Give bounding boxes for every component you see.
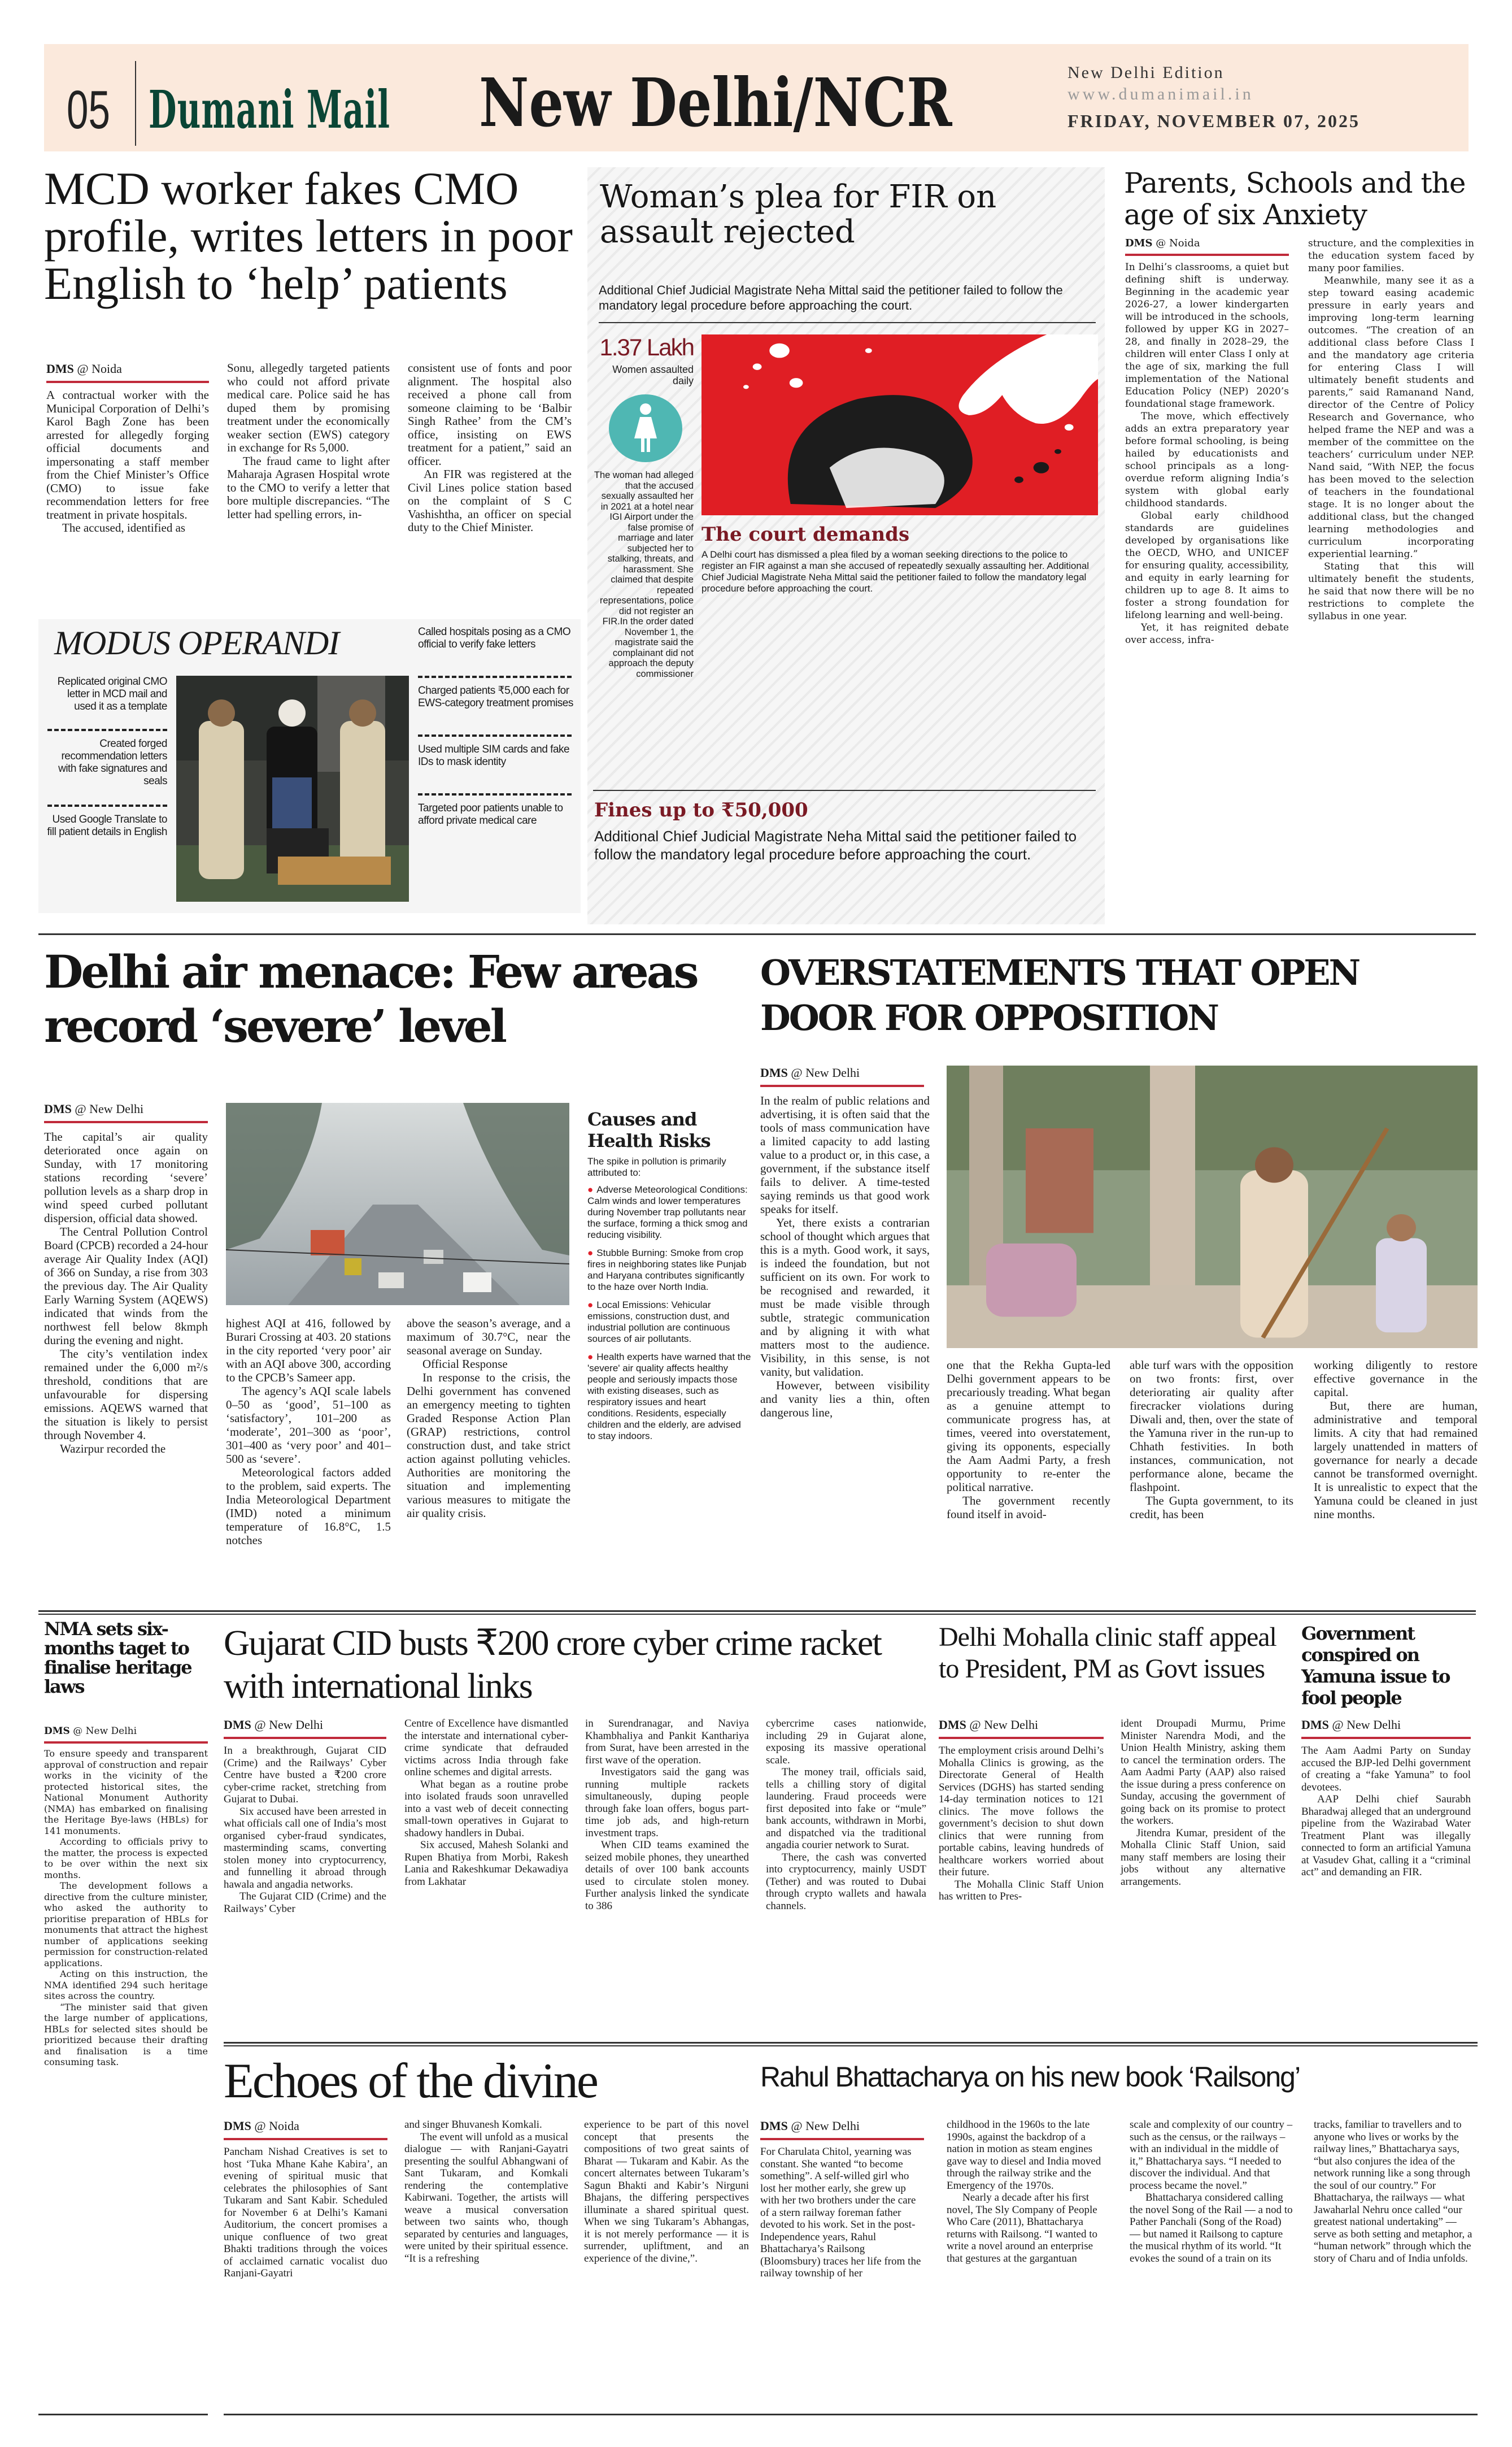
paragraph: The fraud came to light after Maharaja Agrasen Hospital wrote to the CMO to verify a letter that bore multiple discrepancies. “The letter had spelling errors, in- xyxy=(227,454,390,521)
court-demands-title: The court demands xyxy=(701,523,910,546)
headline: Delhi air menace: Few areas record ‘severe’ level xyxy=(44,945,697,1053)
divider xyxy=(418,734,572,737)
paragraph: In a breakthrough, Gujarat CID (Crime) and the Railways’ Cyber Centre have busted a ₹200 crore cyber-crime racket, stretching from Gujarat to Dubai. xyxy=(224,1745,386,1805)
modus-item: Called hospitals posing as a CMO official to verify fake letters xyxy=(418,626,571,650)
paragraph: What began as a routine probe into isolated frauds soon unravelled into a vast web of deceit connecting small-town operatives in Gujarat to shadowy handlers in Dubai. xyxy=(404,1778,568,1839)
article-column xyxy=(224,2146,387,2280)
headline: MCD worker fakes CMO profile, writes letters in poor English to ‘help’ patients xyxy=(44,163,573,309)
paragraph: structure, and the complexities in the education system faced by many poor families. xyxy=(1308,238,1474,274)
sidebar-text: The woman had alleged that the accused sexually assaulted her in 2021 at a hotel near IGI Airport under the false promise of marriage and later subjected her to stalking, threats, and harassment. She claimed that despite repeated representations, police did not register an FIR.In the order dated November 1, the magistrate said the complainant did not approach the deputy commissioner xyxy=(594,470,694,679)
paragraph: AAP Delhi chief Saurabh Bharadwaj alleged that an underground pipeline from the Wazirabad Water Treatment Plant was illegally connected to form an artificial Yamuna at Vasudev Ghat, calling it a “criminal act” and demanding an FIR. xyxy=(1301,1793,1471,1878)
section-divider xyxy=(224,2414,1478,2415)
modus-item: Targeted poor patients unable to afford private medical care xyxy=(418,802,563,827)
paragraph: The Central Pollution Control Board (CPCB) recorded a 24-hour average Air Quality Index (AQI) of 366 on Sunday, a rise from 303 the previous day. The Air Quality Early Warning System (AQEWS) indicated that winds from the northwest fell below 8kmph during the evening and night. xyxy=(44,1225,208,1347)
article-column xyxy=(407,1316,570,1520)
paragraph: childhood in the 1960s to the late 1990s, against the backdrop of a nation in motion as steam engines gave way to diesel and India moved through the railway strike and the Emergency of the 1970s. xyxy=(947,2119,1101,2192)
byline-location: @ New Delhi xyxy=(1332,1718,1401,1732)
article-column xyxy=(44,1130,208,1455)
cause-item: ● Local Emissions: Vehicular emissions, construction dust, and industrial pollution are continuous sources of air pollutants. xyxy=(587,1299,751,1345)
modus-item: Created forged recommendation letters with fake signatures and seals xyxy=(58,738,167,787)
dateline: FRIDAY, NOVEMBER 07, 2025 xyxy=(1067,111,1361,131)
paragraph: Global early childhood standards are guidelines developed by organisations like the OECD, WHO, and UNICEF for ensuring quality, accessibility, and equity in early learning for children up to age 8. It aims to foster a strong foundation for lifelong learning and well-being. xyxy=(1125,510,1289,621)
byline xyxy=(1301,1718,1471,1739)
paragraph: Six accused have been arrested in what officials call one of India’s most organised cyber-fraud syndicates, masterminding scams, converting stolen money into cryptocurrency, and funnelling it abroad through hawala and angadia networks. xyxy=(224,1805,386,1890)
paragraph: The Gujarat CID (Crime) and the Railways’ Cyber xyxy=(224,1890,386,1915)
article-column xyxy=(939,1745,1104,1903)
paragraph: ident Droupadi Murmu, Prime Minister Narendra Modi, and the Union Health Ministry, asking them to cancel the termination orders. The Aam Aadmi Party (AAP) also raised the issue during a press conference on Sunday, accusing the government of going back on its promise to protect the workers. xyxy=(1121,1718,1286,1827)
byline-location: @ New Delhi xyxy=(73,1725,137,1737)
byline-location: @ Noida xyxy=(1156,237,1200,249)
byline-org: DMS xyxy=(939,1718,966,1732)
divider xyxy=(47,805,167,807)
paragraph: An FIR was registered at the Civil Lines police station based on the complaint of S C Vashishtha, an officer on special duty to the Chief Minister. xyxy=(408,467,572,534)
brand-logo: Dumani Mail xyxy=(149,79,391,140)
headline: Rahul Bhattacharya on his new book ‘Railsong’ xyxy=(760,2061,1300,2093)
headline: Delhi Mohalla clinic staff appeal to President, PM as Govt issues xyxy=(939,1622,1276,1684)
paragraph: and singer Bhuvanesh Komkali. xyxy=(404,2119,542,2131)
paragraph: To ensure speedy and transparent approval of construction and repair works in the vicinity of the protected historical sites, the National Monument Authority (NMA) has embarked on finalising the Heritage Bye-laws (HBLs) for 141 monuments. xyxy=(44,1748,208,1836)
stat-value: 1.37 Lakh xyxy=(599,334,694,360)
stat-label: Women assaulted daily xyxy=(612,364,694,386)
causes-title: Causes and Health Risks xyxy=(587,1109,711,1151)
divider xyxy=(593,790,1096,791)
divider xyxy=(47,729,167,731)
article-column xyxy=(1314,1358,1478,1521)
police-arrest-image xyxy=(176,676,409,902)
byline-org: DMS xyxy=(1301,1718,1329,1732)
paragraph: Wazirpur recorded the xyxy=(60,1442,166,1455)
byline-org: DMS xyxy=(224,1718,251,1732)
byline-org: DMS xyxy=(760,2119,788,2133)
byline-location: @ Noida xyxy=(254,2119,299,2133)
website-link[interactable]: www.dumanimail.in xyxy=(1067,85,1254,103)
byline-location: @ New Delhi xyxy=(75,1102,144,1116)
section-divider xyxy=(38,933,1476,935)
paragraph: The agency’s AQI scale labels 0–50 as ‘good’, 51–100 as ‘satisfactory’, 101–200 as ‘moderate’, 201–300 as ‘poor’, 301–400 as ‘very poor’ and 401–500 as ‘severe’. xyxy=(226,1384,391,1466)
paragraph: The development follows a directive from the culture minister, who asked the authority to prioritise preparation of HBLs for monuments that attract the highest number of applications seeking permission for construction-related applications. xyxy=(44,1880,208,1968)
article-column xyxy=(947,2119,1110,2265)
paragraph: Sonu, allegedly targeted patients who could not afford private medical care. Police said he has duped them by promising treatment under the economically weaker section (EWS) category in exchange for Rs 5,000. xyxy=(227,361,390,454)
byline xyxy=(44,1725,208,1744)
article-column xyxy=(760,1094,930,1419)
paragraph: Centre of Excellence have dismantled the interstate and international cyber-crime syndicate that defrauded victims across India through fake online schemes and digital arrests. xyxy=(404,1718,568,1778)
deck: Additional Chief Judicial Magistrate Neha Mittal said the petitioner failed to follow the mandatory legal procedure before approaching the court. xyxy=(599,283,1063,312)
modus-item: Used multiple SIM cards and fake IDs to mask identity xyxy=(418,744,570,768)
cause-item: ● Adverse Meteorological Conditions: Calm winds and lower temperatures during November trap pollutants near the surface, forming a thick smog and reducing visibility. xyxy=(587,1184,751,1241)
paragraph: Investigators said the gang was running multiple rackets simultaneously, duping people through fake loan offers, bogus part-time job ads, and high-return investment traps. xyxy=(585,1766,749,1839)
paragraph: working diligently to restore effective governance in the capital. xyxy=(1314,1358,1478,1399)
article-column xyxy=(760,2146,924,2280)
woman-icon xyxy=(609,394,682,462)
paragraph: But, there are human, administrative and temporal limits. A city that had remained largely unattended in matters of governance for nearly a decade cannot be transformed overnight. It is unrealistic to expect that the Yamuna could be cleaned in just nine months. xyxy=(1314,1399,1478,1521)
divider xyxy=(599,322,1096,323)
paragraph: The Aam Aadmi Party on Sunday accused the BJP-led Delhi government of creating a “fake Yamuna” to fool devotees. xyxy=(1301,1745,1471,1793)
article-column xyxy=(1125,261,1289,646)
headline: Gujarat CID busts ₹200 crore cyber crime racket with international links xyxy=(224,1623,881,1706)
section-divider xyxy=(38,2414,208,2415)
byline-org: DMS xyxy=(760,1066,788,1080)
modus-item: Replicated original CMO letter in MCD mail and used it as a template xyxy=(57,676,167,712)
paragraph: able turf wars with the opposition on two fronts: first, over deteriorating air quality after firecracker violations during Diwali and, then, over the state of the Yamuna river in the run-up to Chhath festivities. In both instances, communication, not performance alone, became the flashpoint. xyxy=(1130,1358,1293,1494)
paragraph: Bhattacharya considered calling the novel Song of the Rail — a nod to Pather Panchali (Song of the Road) — but named it Railsong to capture the musical rhythm of its world. “It evokes the sound of a train on its xyxy=(1130,2192,1293,2265)
byline-location: @ New Delhi xyxy=(969,1718,1039,1732)
paragraph: According to officials privy to the matter, the process is expected to be over within the next six months. xyxy=(44,1836,208,1880)
headline: Parents, Schools and the age of six Anxiety xyxy=(1124,167,1466,231)
paragraph: Stating that this will ultimately benefit the students, he said that now there will be no restrictions to complete the syllabus in one year. xyxy=(1308,561,1474,622)
article-column xyxy=(46,389,209,535)
assault-illustration xyxy=(701,334,1098,515)
illustration-image xyxy=(701,334,1098,515)
byline-org: DMS xyxy=(44,1725,70,1737)
article-column xyxy=(226,1316,391,1547)
causes-list xyxy=(587,1184,751,1442)
paragraph: The city’s ventilation index remained under the 6,000 m²/s threshold, conditions that are unfavourable for dispersing emissions. AQEWS warned that the situation is likely to persist through November 4. xyxy=(44,1347,208,1442)
paragraph: Yet, there exists a contrarian school of thought which argues that this is a myth. Good work, it says, is indeed the foundation, but not sufficient on its own. For work to be recognised and rewarded, it must be made visible through subtle, strategic communication and by aligning it with what matters most to the audience. Visibility, in this sense, is not vanity, but validation. xyxy=(760,1216,930,1379)
article-column xyxy=(227,362,390,521)
subhead: Official Response xyxy=(422,1357,508,1371)
modus-operandi-title: MODUS OPERANDI xyxy=(54,624,339,662)
smog-photo xyxy=(226,1103,569,1305)
section-divider xyxy=(224,2042,1478,2046)
paragraph: The Gupta government, to its credit, has been xyxy=(1130,1494,1293,1521)
headline: Government conspired on Yamuna issue to fool people xyxy=(1301,1623,1450,1709)
paragraph: In Delhi’s classrooms, a quiet but defining shift is underway. Beginning in the academic year 2026-27, a lower kindergarten will be introduced in the schools, followed by upper KG in 2027–28, and finally in 2028–29, the children will enter Class I only at the age of six, marking the full implementation of the National Education Policy (NEP) 2020’s foundational stage framework. xyxy=(1125,262,1289,410)
article-column xyxy=(1130,2119,1293,2265)
paragraph: Six accused, Mahesh Solanki and Rupen Bhatiya from Morbi, Rakesh Lania and Rakeshkumar Dekawadiya from Lakhatar xyxy=(404,1839,568,1888)
paragraph: However, between visibility and vanity lies a thin, often dangerous line, xyxy=(760,1379,930,1419)
fines-text: Additional Chief Judicial Magistrate Neha Mittal said the petitioner failed to follow the mandatory legal procedure before approaching the court. xyxy=(594,828,1077,863)
paragraph: Meanwhile, many see it as a step toward easing academic pressure in early years and improving long-term learning outcomes. “The creation of an additional class before Class I and the mandatory age criteria for entering Class I will ultimately benefit students and parents,” said Ramanand Nand, director of the Centre of Policy Research and Governance, who helped frame the NEP and was a member of the committee on the teachers’ curriculum under NEP. Nand said, “With NEP, the focus has been moved to the selection of teachers in the foundational stage. It is no longer about the additional class, but the changed learning methodologies and curriculum incorporating experiential learning.” xyxy=(1308,275,1474,560)
paragraph: The Mohalla Clinic Staff Union has written to Pres- xyxy=(939,1878,1104,1902)
article-column xyxy=(1121,1718,1286,1888)
paragraph: tracks, familiar to travellers and to anyone who lives or works by the railway lines,” Bhattacharya says, “but also conjures the idea of the network running like a song through the soul of our country.” For Bhattacharya, the railways — what Jawaharlal Nehru once called “our greatest national undertaking” — serve as both setting and metaphor, a “human network” through which the story of Charu and of India unfolds. xyxy=(1314,2119,1472,2265)
paragraph: The event will unfold as a musical dialogue — with Ranjani-Gayatri presenting the soulful Abhangwani of Sant Tukaram, and Komkali rendering the contemplative Kabirwani. Together, the artists will weave a musical conversation between two saints who, though separated by centuries and languages, were united by their spiritual essence. “It is a refreshing xyxy=(404,2131,568,2265)
article-column xyxy=(1130,1358,1293,1521)
masthead-divider xyxy=(135,61,136,146)
paragraph: Nearly a decade after his first novel, The Sly Company of People Who Care (2011), Bhattacharya returns with Railsong. “I wanted to write a novel around an enterprise that gestures at the gargantuan xyxy=(947,2192,1098,2265)
modus-item: Used Google Translate to fill patient details in English xyxy=(47,814,167,838)
causes-intro: The spike in pollution is primarily attributed to: xyxy=(587,1156,726,1178)
section-divider xyxy=(38,1610,1476,1615)
divider xyxy=(418,676,572,678)
byline-location: @ New Delhi xyxy=(254,1718,324,1732)
article-column xyxy=(224,1745,386,1915)
paragraph: consistent use of fonts and poor alignment. The hospital also received a phone call from someone claiming to be ‘Balbir Singh Rathee’ from the CM’s office, insisting on EWS treatment for a patient,” said an officer. xyxy=(408,361,572,468)
paragraph: “The minister said that given the large number of applications, HBLs for selected sites should be prioritized because their drafting and finalisation is a time consuming task. xyxy=(44,2001,208,2067)
paragraph: The accused, identified as xyxy=(62,521,186,534)
paragraph: Jitendra Kumar, president of the Mohalla Clinic Staff Union, said many staff members are losing their jobs without any alternative arrangements. xyxy=(1121,1827,1286,1888)
paragraph: When CID teams examined the seized mobile phones, they unearthed details of over 100 bank accounts used to circulate stolen money. Further analysis linked the syndicate to 386 xyxy=(585,1839,749,1912)
paragraph: In the realm of public relations and advertising, it is often said that the tools of mass communication have a limited capacity to add lasting value to a product or, in this case, a government, if the substance itself fails to deliver. A time-tested saying reminds us that good work speaks for itself. xyxy=(760,1094,930,1216)
fines-title: Fines up to ₹50,000 xyxy=(594,799,808,822)
paragraph: The capital’s air quality deteriorated once again on Sunday, with 17 monitoring stations recording ‘severe’ pollution levels as a sharp drop in wind speed curbed pollutant dispersion, official data showed. xyxy=(44,1130,208,1225)
sweeping-image xyxy=(947,1066,1478,1348)
headline: NMA sets six-months taget to finalise heritage laws xyxy=(44,1618,191,1697)
byline-org: DMS xyxy=(44,1102,72,1116)
divider xyxy=(418,793,572,796)
female-symbol-icon xyxy=(609,394,682,462)
byline xyxy=(760,2119,924,2140)
byline xyxy=(224,2119,387,2140)
byline xyxy=(760,1066,924,1087)
article-column xyxy=(584,2119,749,2265)
byline-org: DMS xyxy=(224,2119,251,2133)
byline-location: @ New Delhi xyxy=(791,1066,860,1080)
paragraph: A contractual worker with the Municipal Corporation of Delhi’s Karol Bagh Zone has been arrested for allegedly forging official documents and impersonating a staff member from the Chief Minister’s Office (CMO) to issue fake recommendation letters for free treatment in private hospitals. xyxy=(46,388,209,521)
paragraph: The government recently found itself in avoid- xyxy=(947,1494,1110,1521)
smog-road-image xyxy=(226,1103,569,1305)
cleanup-photo xyxy=(947,1066,1478,1348)
byline xyxy=(224,1718,386,1739)
headline: Echoes of the divine xyxy=(224,2054,597,2109)
paragraph: There, the cash was converted into cryptocurrency, mainly USDT (Tether) and was routed to Dubai through crypto wallets and hawala channels. xyxy=(766,1851,926,1912)
byline xyxy=(1125,237,1289,256)
paragraph: Meteorological factors added to the problem, said experts. The India Meteorological Department (IMD) noted a minimum temperature of 16.8°C, 1.5 notches xyxy=(226,1466,391,1547)
arrest-photo xyxy=(176,676,409,902)
headline: Woman’s plea for FIR on assault rejected xyxy=(600,179,997,250)
byline-location: @ New Delhi xyxy=(791,2119,860,2133)
paragraph: Pancham Nishad Creatives is set to host ‘Tuka Mhane Kahe Kabira’, an evening of spiritual music that celebrates the philosophies of Sant Tukaram and Sant Kabir. Scheduled for November 6 at Delhi’s Kamani Auditorium, the concert promises a unique confluence of two great Bhakti traditions through the voices of acclaimed carnatic vocalist duo Ranjani-Gayatri xyxy=(224,2146,387,2279)
paragraph: Acting on this instruction, the NMA identified 294 such heritage sites across the country. xyxy=(44,1968,208,2001)
paragraph: The move, which effectively adds an extra preparatory year before formal schooling, is being hailed by educationists and school principals as a long-overdue reform aligning India’s system with global early childhood standards. xyxy=(1125,411,1289,509)
paragraph: The money trail, officials said, tells a chilling story of digital laundering. Fraud proceeds were first deposited into fake or “mule” bank accounts, withdrawn in Morbi, and dispatched via the traditional angadia courier network to Surat. xyxy=(766,1766,926,1851)
byline-location: @ Noida xyxy=(77,362,122,376)
court-demands-text: A Delhi court has dismissed a plea filed by a woman seeking directions to the police to register an FIR against a man she accused of repeatedly sexually assaulting her. Additional Chief Judicial Magistrate Neha Mittal said the petitioner failed to follow the mandatory legal procedure before approaching the court. xyxy=(701,549,1090,594)
article-column xyxy=(585,1718,749,1912)
byline xyxy=(939,1718,1104,1739)
article-column xyxy=(1314,2119,1478,2265)
article-column xyxy=(404,1718,568,1888)
modus-item: Charged patients ₹5,000 each for EWS-category treatment promises xyxy=(418,685,573,709)
article-column xyxy=(766,1718,926,1912)
cause-item: ● Stubble Burning: Smoke from crop fires in neighboring states like Punjab and Haryana contributes significantly to the haze over North India. xyxy=(587,1248,751,1293)
paragraph: In response to the crisis, the Delhi government has convened an emergency meeting to tighten Graded Response Action Plan (GRAP) restrictions, control construction dust, and take strict action against polluting vehicles. Authorities are monitoring the situation and implementing various measures to mitigate the air quality crisis. xyxy=(407,1371,570,1520)
byline-org: DMS xyxy=(46,362,74,376)
paragraph: in Surendranagar, and Naviya Khambhaliya and Pankit Kanthariya from Surat, have been arrested in the first wave of the operation. xyxy=(585,1718,749,1766)
cause-item: ● Health experts have warned that the 'severe' air quality affects healthy people and seriously impacts those with existing diseases, such as respiratory issues and heart conditions. Residents, especially children and the elderly, are advised to stay indoors. xyxy=(587,1351,751,1442)
article-column xyxy=(1308,237,1474,623)
paragraph: scale and complexity of our country – such as the census, or the railways – with an individual in the middle of it,” Bhattacharya says. “I needed to discover the individual. And that process became the novel.” xyxy=(1130,2119,1293,2192)
paragraph: Yet, it has reignited debate over access, infra- xyxy=(1125,622,1289,646)
paragraph: The employment crisis around Delhi’s Mohalla Clinics is growing, as the Directorate General of Health Services (DGHS) has started sending 14-day termination notices to 121 clinics. The move follows the government’s decision to shut down clinics that were running from portable cabins, leaving hundreds of healthcare workers worried about their future. xyxy=(939,1745,1104,1878)
article-column xyxy=(1301,1745,1471,1879)
article-column xyxy=(44,1748,208,2068)
edition-label: New Delhi Edition xyxy=(1067,63,1225,82)
article-column xyxy=(947,1358,1110,1521)
paragraph: experience to be part of this novel concept that presents the compositions of two great saints of Bharat — Tukaram and Kabir. As the concert alternates between Tukaram’s Sagun Bhakti and Kabir’s Nirguni Bhajans, the differing perspectives illuminate a shared spiritual quest. When we sing Tukaram’s Abhangas, it is not merely performance — it is surrender, upliftment, and an experience of the divine,”. xyxy=(584,2119,749,2265)
article-column xyxy=(404,2119,568,2265)
byline xyxy=(44,1102,208,1123)
paragraph: For Charulata Chitol, yearning was constant. She wanted “to become something”. A self-willed girl who lost her mother early, she grew up with her two brothers under the care of a stern railway foreman father devoted to his work. Set in the post-Independence years, Rahul Bhattacharya’s Railsong (Bloomsbury) traces her life from the railway township of her xyxy=(760,2146,921,2279)
section-title: New Delhi/NCR xyxy=(479,63,952,142)
byline xyxy=(46,362,209,383)
paragraph: one that the Rekha Gupta-led Delhi government appears to be precariously treading. What began as a genuine attempt to communicate progress has, at times, veered into overstatement, giving its opponents, especially the Aam Aadmi Party, a fresh opportunity to re-enter the political narrative. xyxy=(947,1358,1110,1494)
article-column xyxy=(408,362,572,534)
paragraph: cybercrime cases nationwide, including 29 in Gujarat alone, exposing its massive operational scale. xyxy=(766,1718,926,1766)
paragraph: highest AQI at 416, followed by Burari Crossing at 403. 20 stations in the city reported ‘very poor’ air with an AQI above 300, according to the CPCB’s Sameer app. xyxy=(226,1316,391,1384)
headline: OVERSTATEMENTS THAT OPEN DOOR FOR OPPOSITION xyxy=(760,952,1360,1038)
byline-org: DMS xyxy=(1125,237,1153,249)
page-number: 05 xyxy=(67,80,110,140)
paragraph: above the season’s average, and a maximum of 30.7°C, near the seasonal average on Sunday. xyxy=(407,1316,570,1357)
